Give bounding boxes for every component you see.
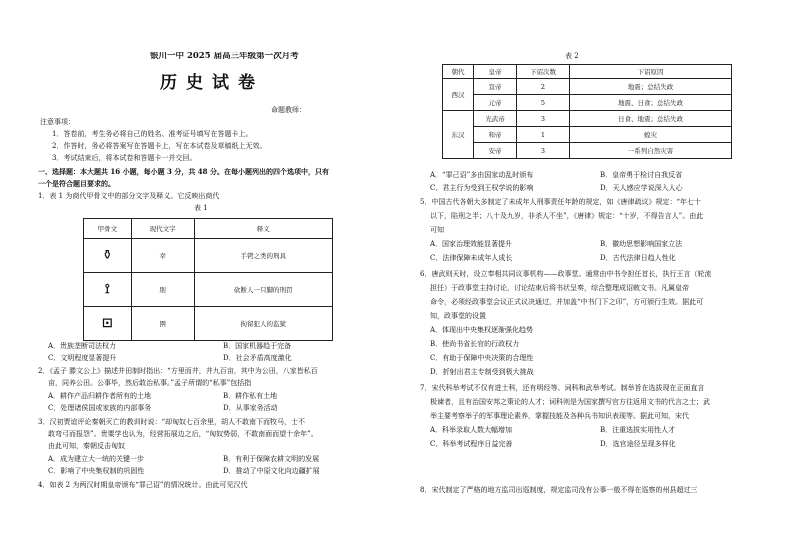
q6-stem-cont: 命令，必须经政事堂会议正式议决通过，并加盖“中书门下之印”，方可颁行生效。据此可 — [430, 298, 704, 306]
q6-option: C．有助于保障中央决策的合理性 — [430, 354, 534, 362]
q2-option: C．处理诸侯国或家族的内部事务 — [48, 404, 152, 412]
q5-option: C．法律保障未成年人成长 — [430, 254, 513, 262]
table-row — [443, 79, 732, 95]
q6-option: B．使尚书省长官的行政权力 — [430, 340, 520, 348]
oracle-glyph: ⊡ — [84, 307, 132, 341]
table-row — [84, 307, 333, 341]
q7-option: A．科举录取人数大幅增加 — [430, 426, 513, 434]
q2-option: A．耕作产品归耕作者所有的土地 — [48, 392, 152, 400]
q1-option: C．文明程度显著提升 — [48, 354, 117, 362]
section-heading-cont: 一个是符合题目要求的。 — [38, 179, 115, 188]
q5-option: B．徽幼思想影响国家立法 — [600, 240, 683, 248]
notice-item: 2．作答时，务必将答案写在答题卡上，写在本试卷及草稿纸上无效。 — [52, 142, 267, 150]
table1-caption: 表 1 — [194, 204, 208, 212]
meaning: 拘留犯人的监狱 — [194, 307, 332, 341]
exam-title: 银川一中 2025 届高三年级第一次月考 — [150, 52, 299, 61]
q6-stem-cont: 知，政事堂的设置 — [430, 312, 486, 320]
q3-stem-cont: 敢弯弓而报怨”。贵粟学也认为，经营拓展边之后，“匈奴势弱，不敢南面而望十余年”。 — [48, 430, 318, 438]
q5-stem-cont: 可知 — [430, 226, 444, 234]
q4-option: C．君主行为受到王权学说的影响 — [430, 184, 534, 192]
q2-option: B．耕作私有土地 — [223, 392, 278, 400]
table2-caption: 表 2 — [565, 52, 579, 60]
count: 1 — [517, 127, 570, 143]
table-row — [443, 95, 732, 111]
table1-header: 现代文字 — [131, 219, 194, 239]
dynasty: 西汉 — [443, 79, 474, 111]
q6-stem-cont: 担任）于政事堂主持讨论，讨论结束后将书状呈奏，综合整理成诏敕文书。凡属皇帝 — [430, 284, 689, 292]
section-heading: 一、选择题：本大题共 16 小题，每小题 3 分，共 48 分。在每小题列出的四个选项中，只有 — [38, 167, 329, 176]
table2-header: 朝代 — [443, 65, 474, 79]
count: 3 — [517, 111, 570, 127]
q6-option: A．体现出中央集权逐渐强化趋势 — [430, 326, 534, 334]
reason: 蝗灾 — [570, 127, 732, 143]
q4-stem: 4．如表 2 为两汉时期皇帝颁布“罪己诏”的情况统计。由此可见汉代 — [38, 481, 248, 489]
reason: 日食、地震；总结失政 — [570, 111, 732, 127]
q5-stem-cont: 以下，陷刑之半；八十及九岁，非杀人不坐”，《唐律》规定：“十岁，不得告言人”。由此 — [430, 212, 704, 220]
q5-stem: 5．中国古代各朝大多制定了未成年人刑事责任年龄的规定，如《唐律疏议》规定：“年七十 — [420, 198, 702, 206]
count: 2 — [517, 79, 570, 95]
q4-option: D．天人感应学说深入人心 — [600, 184, 683, 192]
q6-option: D．折射出君主专制受到极大挑战 — [430, 368, 534, 376]
meaning: 砍断人一只脚的刑罚 — [194, 273, 332, 307]
q7-option: D．选官途径呈现多样化 — [600, 440, 676, 448]
notice-item: 3．考试结束后，将本试卷和答题卡一并交回。 — [52, 154, 197, 162]
q3-stem-cont: 由此可知，秦朝反击匈奴 — [48, 442, 125, 450]
q7-stem-cont: 举主要考察举子的军事理论素养，掌握技能及各种兵书知识表现等。据此可知，宋代 — [430, 412, 689, 420]
table-row — [84, 273, 333, 307]
q4-option: B．皇帝勇于检讨自我反省 — [600, 171, 683, 179]
oracle-glyph: ⚱ — [84, 239, 132, 273]
emperor: 元帝 — [474, 95, 517, 111]
q3-option: A．成为建立大一统的关键一步 — [48, 455, 145, 463]
table-row — [84, 239, 333, 273]
q7-stem-cont: 极谏者，且有治国安邦之策论的人才；词科则是为国家撰写官方往返用文书的代言之士；武 — [430, 398, 710, 406]
q7-option: C．科举考试程序日益完善 — [430, 440, 513, 448]
q1-option: A．贵族垄断司法权力 — [48, 342, 117, 350]
table2-header: 皇帝 — [474, 65, 517, 79]
q3-option: C．影响了中央集权制的巩固性 — [48, 467, 145, 475]
table1 — [83, 218, 333, 341]
q8-stem: 8．宋代制定了严格的地方监司出巡制度，规定监司没有公事一般不得在巡察的州县超过三 — [420, 486, 698, 494]
q3-stem: 3．汉初贾谊评论秦朝灭亡的教训时说：“却匈奴七百余里，胡人不敢南下而牧马，士不 — [38, 418, 306, 426]
emperor: 光武帝 — [474, 111, 517, 127]
q1-option: B．国家机器趋于完备 — [223, 342, 292, 350]
q6-stem: 6．唐武则天时，设立奉相共同议事机构——政事堂。通常由中书令担任首长，执行王言（轮流 — [420, 270, 712, 278]
meaning: 手铐之类的刑具 — [194, 239, 332, 273]
dynasty: 东汉 — [443, 111, 474, 159]
q5-option: D．古代法律日趋人性化 — [600, 254, 676, 262]
table1-header: 释义 — [194, 219, 332, 239]
table-row — [443, 111, 732, 127]
emperor: 和帝 — [474, 127, 517, 143]
emperor: 宣帝 — [474, 79, 517, 95]
modern-char: 圉 — [131, 307, 194, 341]
count: 5 — [517, 95, 570, 111]
table2 — [442, 64, 732, 159]
oracle-glyph: ⟟ — [84, 273, 132, 307]
table2-header: 下诏次数 — [517, 65, 570, 79]
q5-option: A．国家治理效能显著提升 — [430, 240, 513, 248]
table-row — [443, 127, 732, 143]
table1-header: 甲骨文 — [84, 219, 132, 239]
notice-item: 1．答卷前，考生务必将自己的姓名、准考证号填写在答题卡上。 — [52, 130, 253, 138]
q2-option: D．从事家务活动 — [223, 404, 278, 412]
subject-title: 历史试卷 — [160, 73, 264, 93]
q3-option: D．推动了中原文化向边疆扩展 — [223, 467, 320, 475]
q3-option: B．有利于保障农耕文明的发展 — [223, 455, 320, 463]
reason: 一系列自然灾害 — [570, 143, 732, 159]
q2-stem: 2．《孟子 滕文公上》描述井田制时指出：“方里而井，井九百亩，其中为公田，八家皆私百 — [38, 367, 318, 375]
emperor: 安帝 — [474, 143, 517, 159]
reason: 地震；总结失政 — [570, 79, 732, 95]
modern-char: 刖 — [131, 273, 194, 307]
notice-heading: 注意事项： — [40, 118, 75, 126]
q2-stem-cont: 亩，同养公田。公事毕，然后敢治私事。”孟子所谓的“私事”包括指 — [48, 379, 252, 387]
q1-option: D．社会矛盾高度激化 — [223, 354, 292, 362]
table2-header: 下诏原因 — [570, 65, 732, 79]
count: 3 — [517, 143, 570, 159]
author-label: 命题教师： — [271, 106, 306, 114]
q4-option: A．“罪己诏”多由国家动乱时颁布 — [430, 171, 534, 179]
q7-option: B．注重选拔实用性人才 — [600, 426, 676, 434]
q7-stem: 7．宋代科举考试不仅有进士科，还有明经等、词科和武举考试。制举旨在选拔现在正面直言 — [420, 384, 705, 392]
reason: 地震、日食；总结失政 — [570, 95, 732, 111]
table-row — [443, 143, 732, 159]
modern-char: 幸 — [131, 239, 194, 273]
q1-stem: 1．表 1 为商代甲骨文中的部分文字及释义。它反映出商代 — [38, 192, 220, 200]
